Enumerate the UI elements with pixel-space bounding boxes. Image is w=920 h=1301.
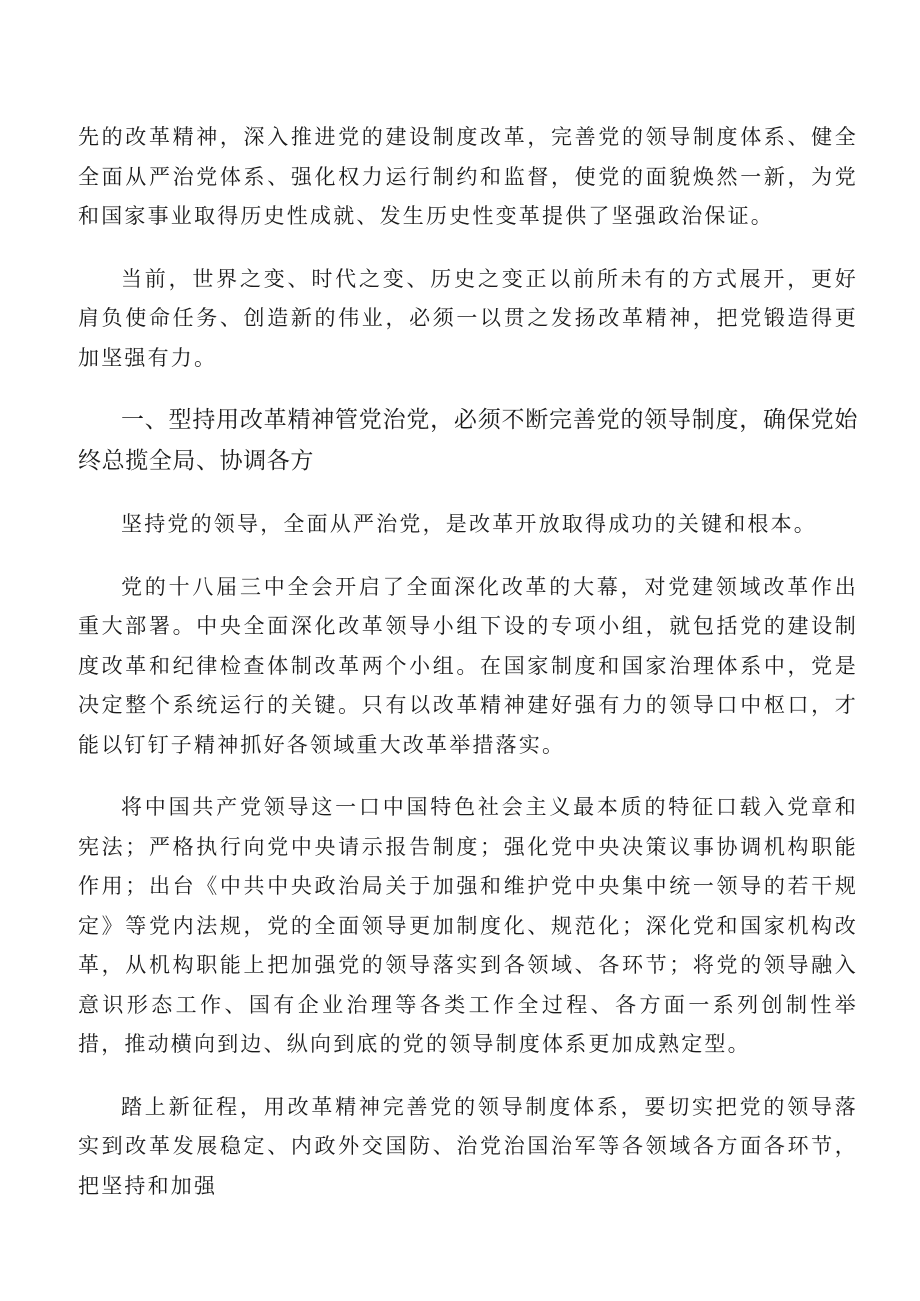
paragraph-current-situation: 当前，世界之变、时代之变、历史之变正以前所未有的方式展开，更好肩负使命任务、创造新的伟业，必须一以贯之发扬改革精神，把党锻造得更加坚强有力。 bbox=[78, 266, 858, 370]
paragraph-continuation: 先的改革精神，深入推进党的建设制度改革，完善党的领导制度体系、健全全面从严治党体系、强化权力运行制约和监督，使党的面貌焕然一新，为党和国家事业取得历史性成就、发生历史性变革提供了坚强政治保证。 bbox=[78, 125, 858, 228]
paragraph-party-leadership: 坚持党的领导，全面从严治党，是改革开放取得成功的关键和根本。 bbox=[121, 512, 817, 536]
paragraph-leadership-system: 将中国共产党领导这一口中国特色社会主义最本质的特征口载入党章和宪法；严格执行向党中央请示报告制度；强化党中央决策议事协调机构职能作用；出台《中共中央政治局关于加强和维护党中央集中统一领导的若干规定》等党内法规，党的全面领导更加制度化、规范化；深化党和国家机构改革，从机构职能上把加强党的领导落实到各领域、各环节；将党的领导融入意识形态工作、国有企业治理等各类工作全过程、各方面一系列创制性举措，推动横向到边、纵向到底的党的领导制度体系更加成熟定型。 bbox=[78, 795, 858, 1056]
paragraph-new-journey: 踏上新征程，用改革精神完善党的领导制度体系，要切实把党的领导落实到改革发展稳定、内政外交国防、治党治国治军等各领域各方面各环节，把坚持和加强 bbox=[78, 1094, 858, 1198]
paragraph-third-plenum: 党的十八届三中全会开启了全面深化改革的大幕，对党建领域改革作出重大部署。中央全面深化改革领导小组下设的专项小组，就包括党的建设制度改革和纪律检查体制改革两个小组。在国家制度和国家治理体系中，党是决定整个系统运行的关键。只有以改革精神建好强有力的领导口中枢口，才能以钉钉子精神抓好各领域重大改革举措落实。 bbox=[78, 574, 858, 757]
document-body bbox=[78, 118, 858, 1206]
section-heading-one: 一、型持用改革精神管党治党，必须不断完善党的领导制度，确保党始终总揽全局、协调各方 bbox=[78, 407, 858, 474]
